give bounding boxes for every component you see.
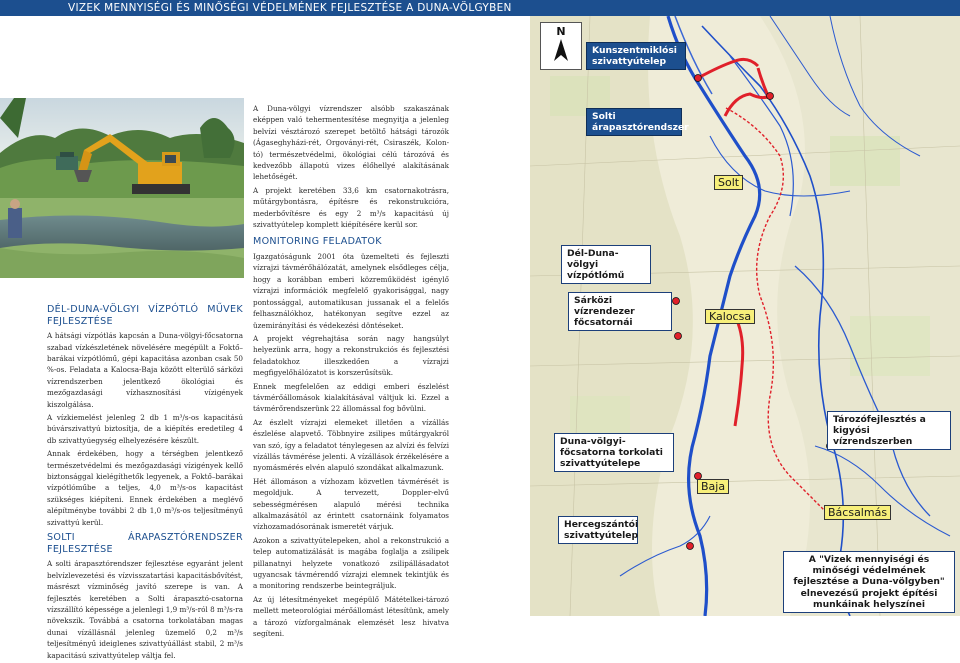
label-sarkozi — [568, 292, 672, 331]
section-title-solti: SOLTI ÁRAPASZTÓRENDSZER FEJLESZTÉSE — [47, 532, 243, 555]
label-tarozofejlesztes — [827, 411, 951, 450]
paragraph: Hét állomáson a vízhozam közvetlen távmérését is megoldjuk. A tervezett, Doppler-elvű sebességmérésen alapuló mérési technika alkalmazásától az érintett csatornáink folyamatos vízhozamadósorának ismeretét várjuk. — [253, 476, 449, 532]
excavator-photo — [0, 98, 244, 278]
label-text: Solti árapasztórendszer — [592, 111, 689, 133]
label-text: Hercegszántói szivattyútelep — [564, 519, 639, 541]
label-text: Sárközi vízrendezer főcsatornái — [574, 295, 635, 328]
label-kunszentmiklos — [586, 42, 686, 70]
north-arrow-icon — [541, 23, 581, 69]
paragraph: A hátsági vízpótlás kapcsán a Duna-völgyi-főcsatorna szabad vízkészletének növelésére megépült a Foktő–barákai vízpótlómű, gépi kapacitása azonban csak 50 %-os. Feladata a Kalocsa-Baja között elterülő sárközi vízrendszerben jelentkező ökológiai és mezőgazdasági vízhasznosítási vízigények kiszolgálása. — [47, 331, 243, 409]
town-bacsalmas: Bácsalmás — [824, 505, 891, 520]
label-text: Kunszentmiklósi szivattyútelep — [592, 45, 677, 67]
paragraph: Annak érdekében, hogy a térségben jelentkező természetvédelmi és mezőgazdasági vízigények kellő biztonsággal kielégíthetők legyenek, a Foktő–barákai vízpótlóműbe a teljes, 4,0 m³/s-os kapacitást szükséges kiépíteni. Ennek érdekében a meglévő alépítménybe további 2 db 1,0 m³/s-os teljesítményű szivattyú kerül. — [47, 449, 243, 527]
label-text: Duna-völgyi-főcsatorna torkolati szivattyútelepe — [560, 436, 663, 469]
paragraph: A projekt keretében 33,6 km csatornakotrásra, műtárgybontásra, építésre és rekonstrukcióra, mederbővítésre és egy 2 m³/s kapacitású új szivattyútelep komplett kiépítésére kerül sor. — [253, 185, 449, 230]
paragraph: A Duna-völgyi vízrendszer alsóbb szakaszának eképpen való tehermentesítése megnyitja a jelenleg belvízi vésztározó szerepet betöltő hátsági tározók (Ágaseghyházi-rét, Orgoványi-rét, Csiraszék, Kolon-tó) természetvédelmi, ökológiai célú tározóvá és kedvezőbb állapotú vizes élőhellyé alakításának lehetőségét. — [253, 104, 449, 182]
label-text: Dél-Duna-völgyi vízpótlómű — [567, 248, 625, 281]
label-delduna-vizpotlomu — [561, 245, 651, 284]
paragraph: A projekt végrehajtása során nagy hangsúlyt helyezünk arra, hogy a rekonstrukciós és fejlesztési feladatokhoz illeszkedően a vízrajzi megfigyelőhálózatot is korszerűsítsük. — [253, 333, 449, 378]
label-hercegszantoi — [558, 516, 638, 544]
paragraph: A solti árapasztórendszer fejlesztése egyaránt jelent belvízlevezetési és vízvisszatartási kapacitásbővítést, másrészt vízminőség javító szerepe is van. A fejlesztés keretében a Solti árapasztó-csatorna vízszállító képessége a jelenlegi 1,9 m³/s-ról 8 m³/s-ra növekszik. Továbbá a csatorna torkolatában magas dunai vízállásnál jelenleg üzemelő 0,2 m³/s teljesítményű ideiglenes szivattyúállást stabil, 2 m³/s kapacitású szivattyútelep váltja fel. — [47, 559, 243, 660]
section-title-delduna: DÉL-DUNA-VÖLGYI VÍZPÓTLÓ MŰVEK FEJLESZTÉSE — [47, 304, 243, 327]
label-solti — [586, 108, 689, 136]
paragraph: A vízkiemelést jelenleg 2 db 1 m³/s-os kapacitású búvárszivattyú biztosítja, de a kiépítés eredetileg 4 db szivattyúegység elhelyezésére készült. — [47, 413, 243, 445]
town-kalocsa: Kalocsa — [705, 309, 755, 324]
town-solt: Solt — [714, 175, 743, 190]
map-legend: A "Vizek mennyiségi és minőségi védelmének fejlesztése a Duna-völgyben" elnevezésű projekt építési munkáinak helyszínei — [783, 551, 955, 613]
page-title: VIZEK MENNYISÉGI ÉS MINŐSÉGI VÉDELMÉNEK FEJLESZTÉSE A DUNA-VÖLGYBEN — [68, 2, 512, 14]
text-column-middle — [253, 103, 449, 641]
excavator-photo-illustration — [0, 98, 244, 278]
paragraph: Az észlelt vízrajzi elemeket illetően a vízállás észlelése alapvető. Többnyire zsilipes műtárgyakról van szó, így a feladatot ténylegesen az alvízi és felvízi vízállás távmérése jelenti. A vízállások érzékelésére a nyomásmérés elvén alapuló szondákat alkalmazunk. — [253, 417, 449, 473]
label-text: Tározófejlesztés a kigyósi vízrendszerben — [833, 414, 926, 447]
north-label: N — [556, 25, 566, 38]
header-bar — [0, 0, 960, 16]
section-title-monitoring: MONITORING FELADATOK — [253, 236, 382, 248]
town-baja: Baja — [697, 479, 729, 494]
north-arrow — [540, 22, 582, 70]
label-torkolati-szivattyutelep — [554, 433, 674, 472]
paragraph: Azokon a szivattyútelepeken, ahol a rekonstrukció a telep automatizálását is magába foglalja a zsilipek pillanatnyi helyzete vonatkozó zsilipállásadatot ugyancsak távmérendő vízrajzi elemnek tekintjük és a monitoring rendszerbe beintegráljuk. — [253, 535, 449, 591]
paragraph: Igazgatóságunk 2001 óta üzemelteti és fejleszti vízrajzi távmérőhálózatát, amelynek elsődleges célja, hogy a korábban emberi közreműködést igénylő vízrajzi információk megfelelő gyakorisággal, nagy pontossággal, automatikusan jussanak el a felelős felhasználókhoz, hatékonyan segítve ezzel az üzemirányítási és védekezési döntéseket. — [253, 252, 449, 330]
text-column-left — [47, 300, 243, 663]
paragraph: Az új létesítményeket megépülő Mátételkei-tározó mellett meteorológiai mérőállomást létesítünk, amely a tározó vízforgalmának elemzését lesz hivatva segíteni. — [253, 594, 449, 639]
paragraph: Ennek megfelelően az eddigi emberi észlelést távmérőállomások kialakításával váltjuk ki. Ezzel a távmérőrendszerünk 22 állomással fog bővülni. — [253, 381, 449, 414]
